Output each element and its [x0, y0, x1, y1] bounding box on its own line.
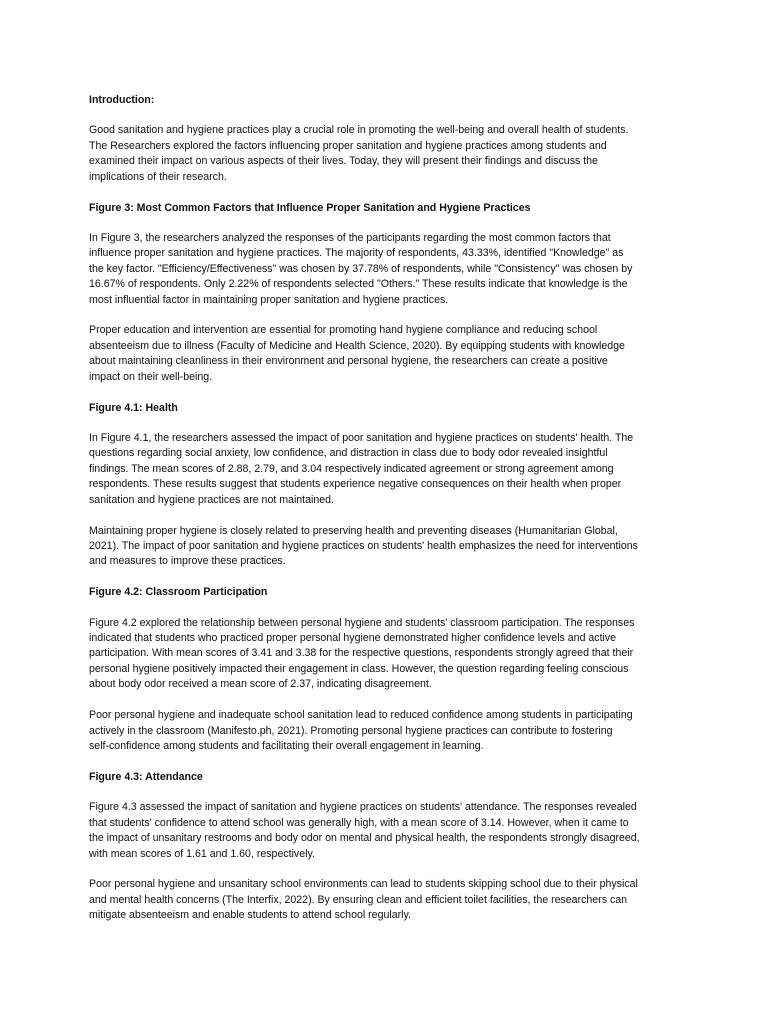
figure-4-2-paragraph-2: Poor personal hygiene and inadequate school sanitation lead to reduced confidence among students in participating actively in the classroom (Manifesto.ph, 2021). Promoting personal hygiene practices can contribute to fostering self-confidence among students and facilitating their overall engagement in learning.	[89, 709, 633, 752]
figure-3-heading: Figure 3: Most Common Factors that Influence Proper Sanitation and Hygiene Practices	[89, 201, 531, 214]
document-page	[89, 93, 680, 939]
figure-4-3-paragraph-2: Poor personal hygiene and unsanitary school environments can lead to students skipping school due to their physical and mental health concerns (The Interfix, 2022). By ensuring clean and efficient toilet facilities, the researchers can mitigate absenteeism and enable students to attend school regularly.	[89, 878, 638, 922]
figure-3-paragraph-2: Proper education and intervention are essential for promoting hand hygiene compliance and reducing school absenteeism due to illness (Faculty of Medicine and Health Science, 2020). By equipping students with knowledge about maintaining cleanliness in their environment and personal hygiene, the researchers can create a positive impact on their well-being.	[89, 324, 625, 383]
figure-4-1-paragraph-1: In Figure 4.1, the researchers assessed the impact of poor sanitation and hygiene practices on students' health. The questions regarding social anxiety, low confidence, and distraction in class due to body odor revealed insightful findings. The mean scores of 2.88, 2.79, and 3.04 respectively indicated agreement or strong agreement among respondents. These results suggest that students experience negative consequences on their health when proper sanitation and hygiene practices are not maintained.	[89, 432, 634, 506]
figure-4-1-paragraph-2: Maintaining proper hygiene is closely related to preserving health and preventing diseases (Humanitarian Global, 2021). The impact of poor sanitation and hygiene practices on students' health emphasizes the need for interventions and measures to improve these practices.	[89, 524, 638, 568]
figure-4-1-heading: Figure 4.1: Health	[89, 401, 178, 414]
figure-4-3-paragraph-1: Figure 4.3 assessed the impact of sanitation and hygiene practices on students' attendance. The responses revealed that students' confidence to attend school was generally high, with a mean score of 3.14. However, when it came to the impact of unsanitary restrooms and body odor on mental and physical health, the respondents strongly disagreed, with mean scores of 1.61 and 1.60, respectively.	[89, 801, 640, 860]
introduction-heading: Introduction:	[89, 94, 155, 106]
introduction-paragraph: Good sanitation and hygiene practices play a crucial role in promoting the well-being and overall health of students. The Researchers explored the factors influencing proper sanitation and hygiene practices among students and examined their impact on various aspects of their lives. Today, they will present their findings and discuss the implications of their research.	[89, 124, 629, 183]
figure-4-2-paragraph-1: Figure 4.2 explored the relationship between personal hygiene and students' classroom participation. The responses indicated that students who practiced proper personal hygiene demonstrated higher confidence levels and active participation. With mean scores of 3.41 and 3.38 for the respective questions, respondents strongly agreed that their personal hygiene positively impacted their engagement in class. However, the question regarding feeling conscious about body odor received a mean score of 2.37, indicating disagreement.	[89, 616, 635, 691]
figure-4-2-heading: Figure 4.2: Classroom Participation	[89, 586, 268, 599]
figure-4-3-heading: Figure 4.3: Attendance	[89, 770, 203, 783]
figure-3-paragraph-1: In Figure 3, the researchers analyzed the responses of the participants regarding the most common factors that influence proper sanitation and hygiene practices. The majority of respondents, 43.33%, identified "Knowledge" as the key factor. "Efficiency/Effectiveness" was chosen by 37.78% of respondents, while "Consistency" was chosen by 16.67% of respondents. Only 2.22% of respondents selected "Others." These results indicate that knowledge is the most influential factor in maintaining proper sanitation and hygiene practices.	[89, 231, 633, 306]
